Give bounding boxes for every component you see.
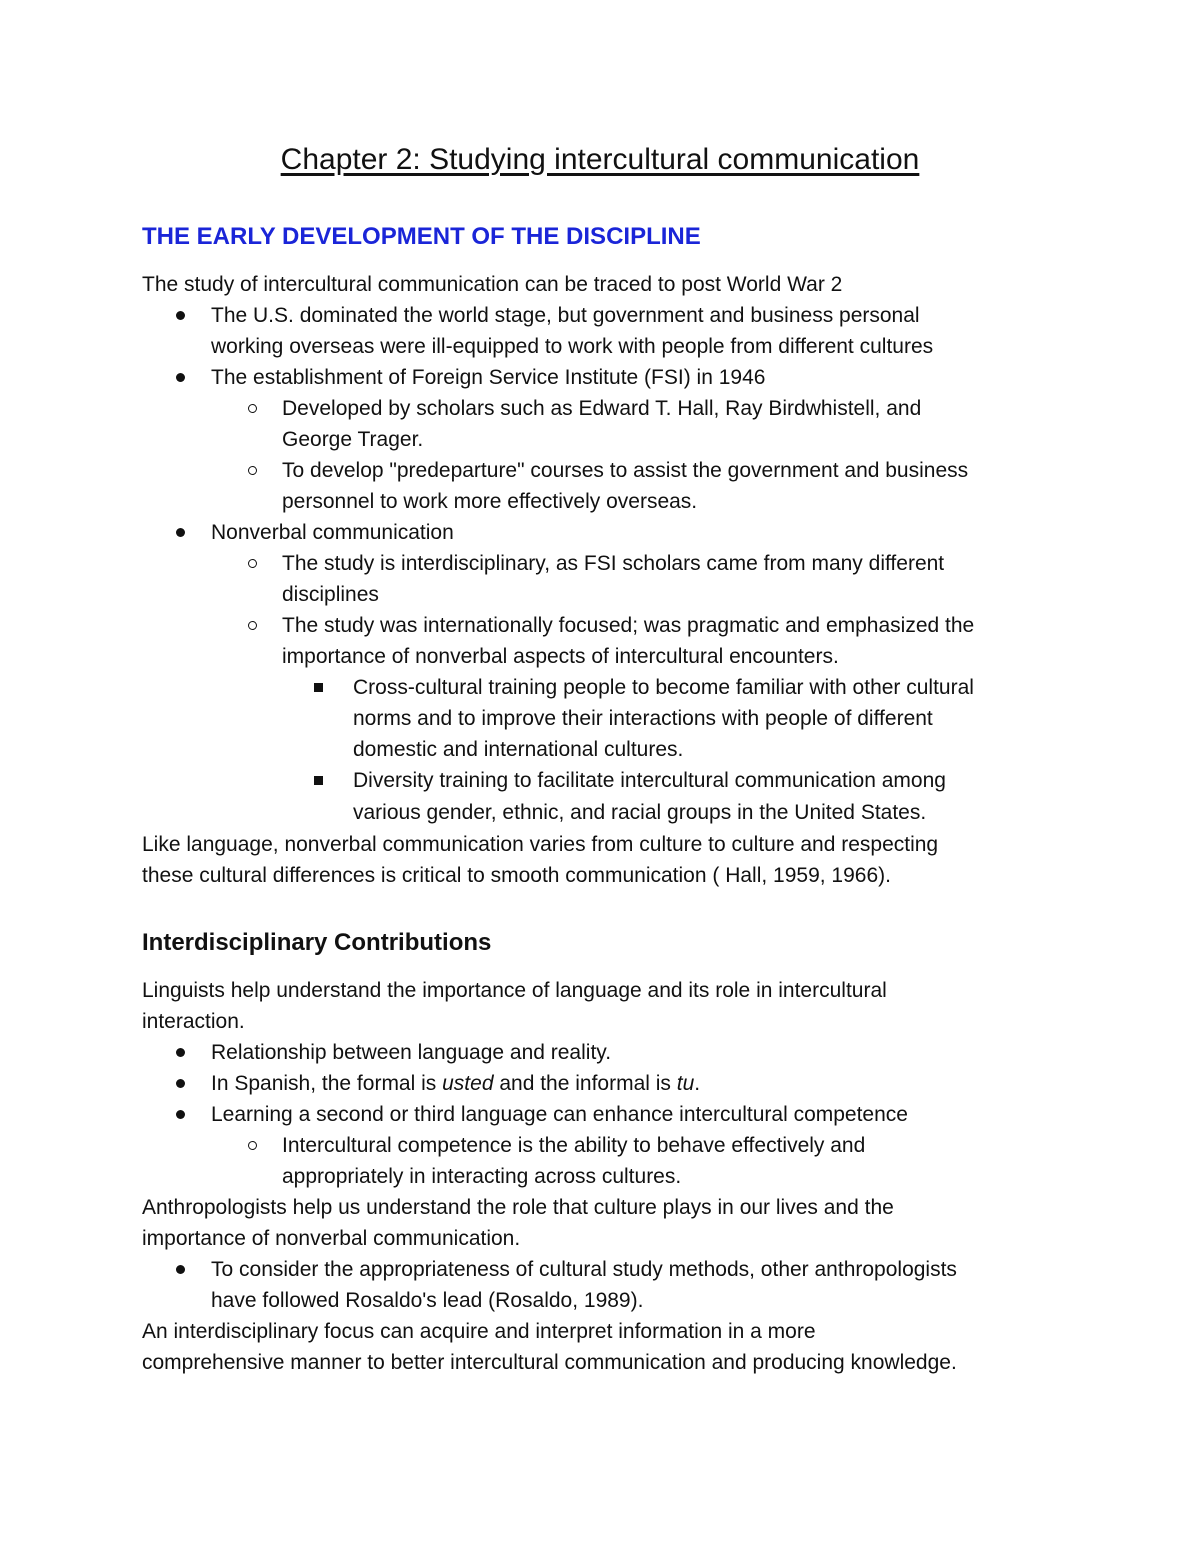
list-item-line: importance of nonverbal aspects of intercultural encounters. [282,645,839,668]
paragraph-line: Like language, nonverbal communication varies from culture to culture and respecting [142,833,939,856]
list-item-line: domestic and international cultures. [353,738,684,761]
list-item-line: working overseas were ill-equipped to work with people from different cultures [211,335,934,358]
list-item-line: appropriately in interacting across cultures. [282,1165,682,1188]
bullet-circle [248,548,257,579]
section-heading-early-development: THE EARLY DEVELOPMENT OF THE DISCIPLINE [142,223,701,250]
list-item-line: various gender, ethnic, and racial groups in the United States. [353,801,927,824]
text-run: . [694,1072,701,1095]
list-item-line: George Trager. [282,428,424,451]
list-item-line: To consider the appropriateness of cultural study methods, other anthropologists [211,1258,957,1281]
bullet-disc [176,1037,185,1068]
bullet-circle [248,610,257,641]
italic-word-tu: tu [676,1072,695,1095]
bullet-disc [176,1099,185,1130]
italic-word-usted: usted [442,1072,494,1095]
list-item-line: Nonverbal communication [211,521,454,544]
paragraph-line: The study of intercultural communication can be traced to post World War 2 [142,273,843,296]
bullet-disc [176,300,185,331]
paragraph-line: An interdisciplinary focus can acquire and interpret information in a more [142,1320,816,1343]
text-run: and the informal is [493,1072,677,1095]
bullet-disc [176,1068,185,1099]
list-item-line: Intercultural competence is the ability to behave effectively and [282,1134,866,1157]
bullet-disc [176,1254,185,1285]
paragraph-line: these cultural differences is critical to smooth communication ( Hall, 1959, 1966). [142,864,891,887]
list-item-line: have followed Rosaldo's lead (Rosaldo, 1989). [211,1289,644,1312]
list-item-line: To develop "predeparture" courses to assist the government and business [282,459,969,482]
bullet-square [314,765,323,796]
list-item-line [211,1068,700,1099]
list-item-line: The U.S. dominated the world stage, but government and business personal [211,304,920,327]
paragraph-line: importance of nonverbal communication. [142,1227,521,1250]
list-item-line: disciplines [282,583,379,606]
paragraph-line: interaction. [142,1010,245,1033]
list-item-line: Relationship between language and reality. [211,1041,612,1064]
bullet-square [314,672,323,703]
bullet-disc [176,517,185,548]
bullet-disc [176,362,185,393]
list-item-line: The study was internationally focused; was pragmatic and emphasized the [282,614,975,637]
list-item-line: Cross-cultural training people to become familiar with other cultural [353,676,974,699]
list-item-line: The study is interdisciplinary, as FSI scholars came from many different [282,552,945,575]
paragraph-line: comprehensive manner to better intercultural communication and producing knowledge. [142,1351,957,1374]
bullet-circle [248,393,257,424]
list-item-line: personnel to work more effectively overseas. [282,490,698,513]
list-item-line: Developed by scholars such as Edward T. Hall, Ray Birdwhistell, and [282,397,922,420]
list-item-line: The establishment of Foreign Service Institute (FSI) in 1946 [211,366,766,389]
bullet-circle [248,455,257,486]
paragraph-line: Anthropologists help us understand the role that culture plays in our lives and the [142,1196,894,1219]
text-run: In Spanish, the formal is [211,1072,443,1095]
list-item-line: norms and to improve their interactions with people of different [353,707,933,730]
section-heading-interdisciplinary: Interdisciplinary Contributions [142,929,492,956]
paragraph-line: Linguists help understand the importance of language and its role in intercultural [142,979,887,1002]
list-item-line: Learning a second or third language can enhance intercultural competence [211,1103,908,1126]
list-item-line: Diversity training to facilitate intercultural communication among [353,769,946,792]
page-title: Chapter 2: Studying intercultural communication [280,143,920,176]
bullet-circle [248,1130,257,1161]
